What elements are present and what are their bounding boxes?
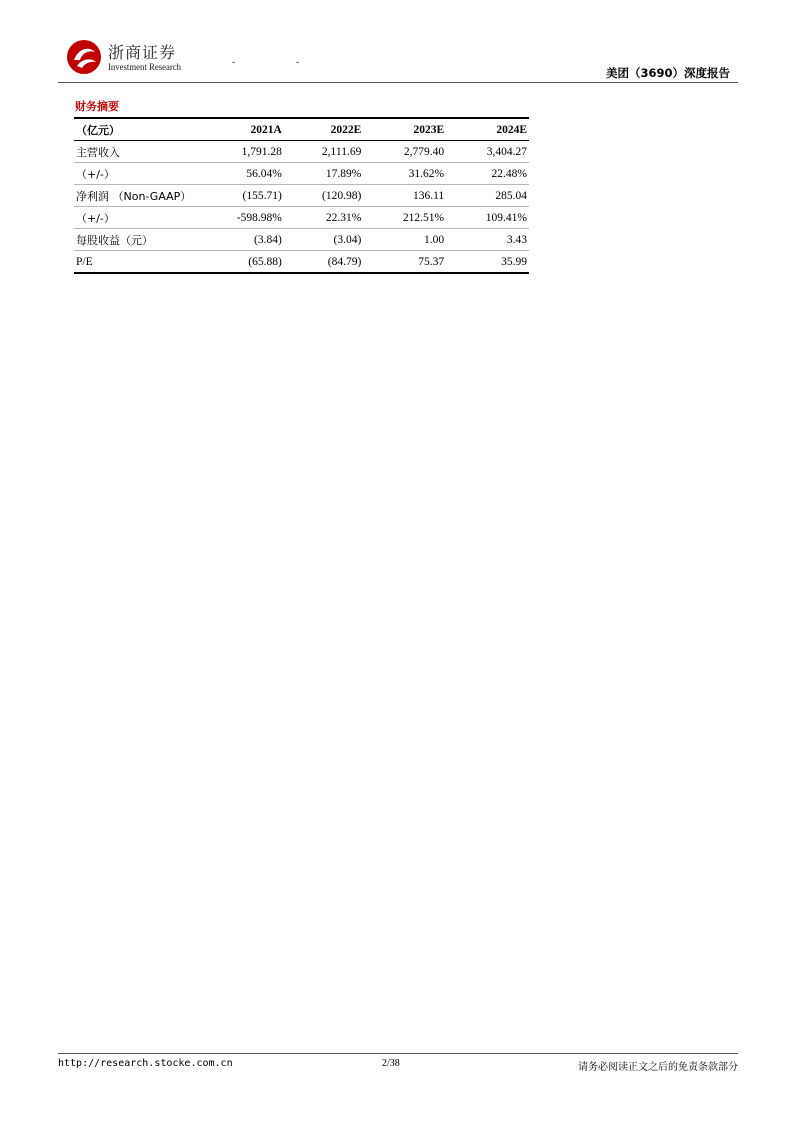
table-cell: 136.11 [363,185,446,207]
row-label: 净利润 （Non-GAAP） [74,185,194,207]
table-cell: 109.41% [446,207,529,229]
column-header: 2024E [446,118,529,141]
table-row [74,185,529,207]
row-label: 主营收入 [74,141,194,163]
page-number: 2/38 [382,1058,400,1069]
row-label: （+/-） [74,207,194,229]
table-row [74,251,529,274]
report-title: 美团（3690）深度报告 [605,66,730,80]
zheshang-logo-icon [64,38,104,76]
table-cell: 35.99 [446,251,529,274]
disclaimer-note: 请务必阅读正文之后的免责条款部分 [578,1062,738,1073]
table-cell: (3.84) [194,229,284,251]
table-cell: (65.88) [194,251,284,274]
header-dash: - [296,58,300,68]
column-header: 2023E [363,118,446,141]
row-label: （+/-） [74,163,194,185]
table-row [74,207,529,229]
table-cell: 31.62% [363,163,446,185]
table-cell: 2,111.69 [284,141,364,163]
table-cell: 285.04 [446,185,529,207]
table-cell: 2,779.40 [363,141,446,163]
table-cell: (120.98) [284,185,364,207]
table-cell: (3.04) [284,229,364,251]
table-row [74,163,529,185]
table-cell: (84.79) [284,251,364,274]
page-header [58,38,738,84]
table-cell: 3,404.27 [446,141,529,163]
table-row [74,141,529,163]
table-header-row [74,118,529,141]
table-cell: 75.37 [363,251,446,274]
table-cell: 1,791.28 [194,141,284,163]
table-row [74,229,529,251]
table-cell: (155.71) [194,185,284,207]
column-header: 2021A [194,118,284,141]
brand-name-cn: 浙商证券 [108,43,177,62]
table-cell: 56.04% [194,163,284,185]
brand-name-en: Investment Research [108,63,182,73]
financial-summary-table [74,117,529,274]
row-label: 每股收益（元） [74,229,194,251]
table-cell: 17.89% [284,163,364,185]
table-cell: 22.48% [446,163,529,185]
section-title: 财务摘要 [75,100,119,113]
header-dash: - [232,58,236,68]
table-cell: 22.31% [284,207,364,229]
column-header: 2022E [284,118,364,141]
table-cell: -598.98% [194,207,284,229]
footer-url-link[interactable]: http://research.stocke.com.cn [58,1058,233,1069]
table-cell: 3.43 [446,229,529,251]
table-cell: 212.51% [363,207,446,229]
header-divider [58,82,738,83]
table-cell: 1.00 [363,229,446,251]
column-header: （亿元） [74,118,194,141]
footer-divider [58,1053,738,1054]
row-label: P/E [74,251,194,274]
